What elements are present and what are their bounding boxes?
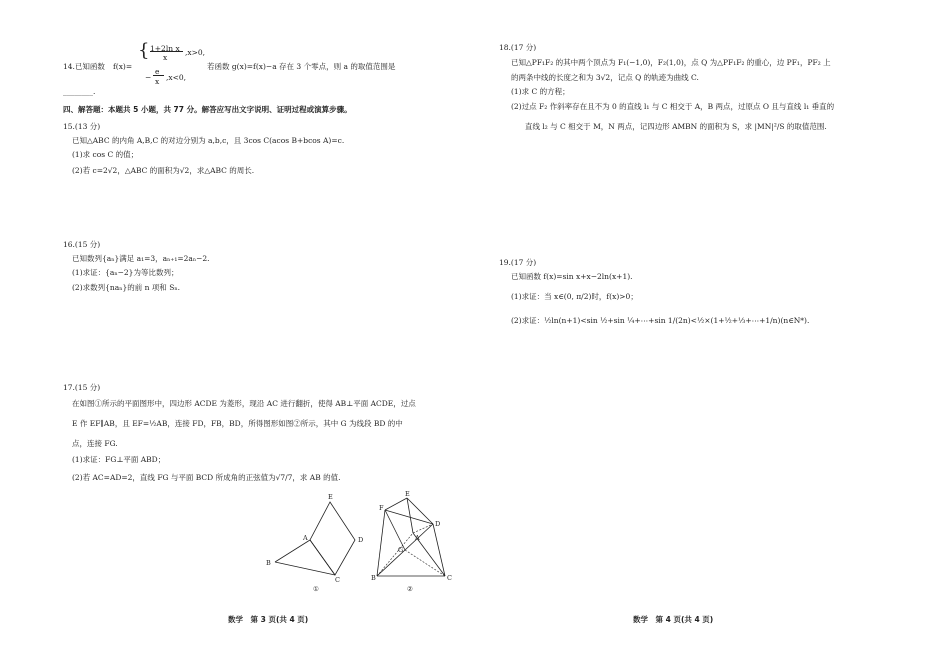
q14-tail: 若函数 g(x)=f(x)−a 存在 3 个零点，则 a 的取值范围是 [207,62,396,71]
q19-head: 19.(17 分) [499,258,537,267]
q15-head: 15.(13 分) [63,122,101,131]
q14-blank: ________. [63,87,96,96]
q18-line2: 的两条中线的长度之和为 3√2，记点 Q 的轨迹为曲线 C. [511,73,699,82]
q14-case1-den: x [163,53,168,62]
q18-line5: 直线 l₂ 与 C 相交于 M，N 两点，记四边形 AMBN 的面积为 S，求 |MN|²/S 的取值范围. [525,122,827,131]
fig2-label-a: A [415,534,420,542]
q14-brace: { [138,40,150,61]
q16-line2: (1)求证：{aₙ−2}为等比数列； [72,268,179,277]
q18-line1: 已知△PF₁F₂ 的其中两个顶点为 F₁(−1,0)，F₂(1,0)，点 Q 为△PF₁F₂ 的重心，边 PF₁，PF₂ 上 [511,58,831,67]
q17-line4: (1)求证：FG⊥平面 ABD； [72,455,166,464]
q14-case1-num: 1+2ln x [150,44,180,53]
fig2-label-e: E [405,490,410,498]
right-page-footer: 数学 第 4 页(共 4 页) [633,615,714,624]
figure-1 [255,490,375,595]
figure-2 [365,488,465,595]
q14-case2-cond: ,x<0, [166,73,187,82]
fig2-label-c: C [447,574,452,582]
q19-line1: 已知函数 f(x)=sin x+x−2ln(x+1). [511,272,633,281]
fig1-label-e: E [328,493,333,501]
q17-line2: E 作 EF∥AB，且 EF=½AB，连接 FD，FB，BD，所得图形如图②所示，其中 G 为线段 BD 的中 [72,419,403,428]
fig1-label-c: C [335,576,340,584]
q18-line3: (1)求 C 的方程； [511,87,570,96]
fig2-label-b: B [371,574,376,582]
fig1-caption: ① [313,585,319,593]
fig2-caption: ② [407,585,413,593]
q14-case2-sign: − [145,73,152,82]
section-4-header: 四、解答题：本题共 5 小题，共 77 分。解答应写出文字说明、证明过程或演算步骤。 [63,105,352,114]
fig1-label-b: B [266,559,271,567]
q14-case2-bar [153,75,164,76]
q14-label: 14.已知函数 [63,62,105,71]
q14-case2-den: x [155,77,160,86]
q18-head: 18.(17 分) [499,43,537,52]
q17-line1: 在如图①所示的平面图形中，四边形 ACDE 为菱形，现沿 AC 进行翻折，使得 AB⊥平面 ACDE，过点 [72,399,416,408]
fig2-label-d: D [435,520,441,528]
q14-case1-bar [150,51,183,52]
q16-line3: (2)求数列{naₙ}的前 n 项和 Sₙ. [72,283,180,292]
fig2-label-f: F [379,504,384,512]
q14-case1-cond: ,x>0, [185,48,206,57]
q15-line2: (1)求 cos C 的值； [72,150,139,159]
q17-head: 17.(15 分) [63,383,101,392]
q17-line5: (2)若 AC=AD=2，直线 FG 与平面 BCD 所成角的正弦值为√7/7，求 AB 的值. [72,473,341,482]
q15-line3: (2)若 c=2√2，△ABC 的面积为√2，求△ABC 的周长. [72,166,255,175]
q17-line3: 点，连接 FG. [72,439,118,448]
left-page-footer: 数学 第 3 页(共 4 页) [228,615,309,624]
q14-case2-num: e [155,67,160,76]
q19-line2: (1)求证：当 x∈(0, π/2)时，f(x)>0； [511,292,638,301]
q18-line4: (2)过点 F₂ 作斜率存在且不为 0 的直线 l₁ 与 C 相交于 A，B 两点，过原点 O 且与直线 l₁ 垂直的 [511,102,835,111]
fig2-label-g: G [398,546,404,554]
fig1-label-d: D [358,536,364,544]
q16-line1: 已知数列{aₙ}满足 a₁=3，aₙ₊₁=2aₙ−2. [72,254,210,263]
right-page [475,0,950,655]
fig1-label-a: A [303,534,308,542]
q19-line3: (2)求证：½ln(n+1)<sin ½+sin ¼+⋯+sin 1/(2n)<½×(1+½+⅓+⋯+1/n)(n∈N*). [511,316,810,325]
q14-fx: f(x)= [113,62,133,71]
q16-head: 16.(15 分) [63,240,101,249]
q15-line1: 已知△ABC 的内角 A,B,C 的对边分别为 a,b,c，且 3cos C(acos B+bcos A)=c. [72,136,345,145]
